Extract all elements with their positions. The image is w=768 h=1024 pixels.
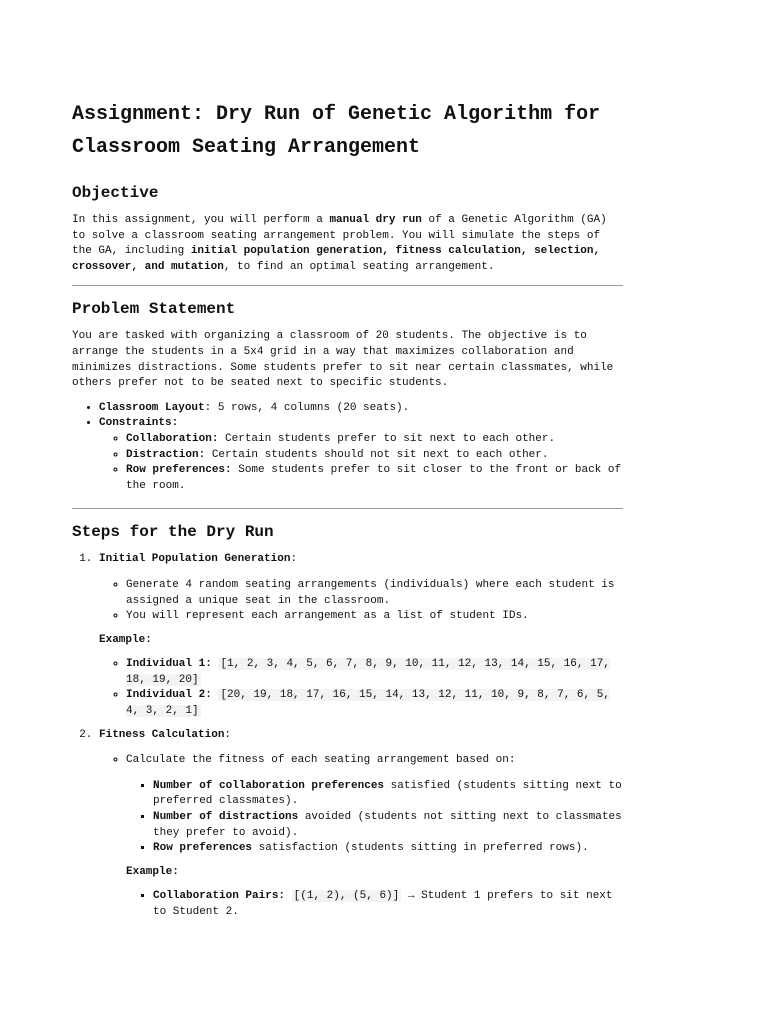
- objective-text: In this assignment, you will perform a manual dry run of a Genetic Algorithm (GA) to solve a classroom seating arrangement problem. You will simulate the steps of the GA, including initial population generation, fitness calculation, selection, crossover, and mutation, to find an optimal seating arrangement.: [72, 214, 607, 273]
- steps-heading: Steps for the Dry Run: [72, 523, 274, 542]
- document: [72, 98, 623, 921]
- list-item: ◦ Generate 4 random seating arrangements (individuals) where each student is assigned a unique seat in the classroom.: [126, 578, 623, 609]
- step2-list: [99, 753, 623, 920]
- list-item: ▪ Row preferences satisfaction (students sitting in preferred rows).: [153, 841, 623, 857]
- list-item: • Classroom Layout: 5 rows, 4 columns (20 seats).: [99, 401, 623, 417]
- problem-list: [72, 401, 623, 495]
- step1-list: [99, 578, 623, 625]
- list-item: ▪ Number of distractions avoided (students not sitting next to classmates they prefer to avoid).: [153, 810, 623, 841]
- list-item: ◦ Row preferences: Some students prefer to sit closer to the front or back of the room.: [126, 463, 623, 494]
- list-item: 1. Initial Population Generation: ◦ Generate 4 random seating arrangements (individuals) where each student is assigned a unique seat in the classroom. ◦ You will represent each arrangement as a list of student IDs. Example: ◦ Individual 1: [1, 2, 3, 4, 5, 6, 7, 8, 9, 10, 11, 12, 13, 14, 15, 16, 17, 18, 19, 20] ◦ Individual 2: [20, 19, 18, 17, 16, 15, 14, 13, 12, 11, 10, 9, 8, 7, 6, 5, 4, 3, 2, 1]: [99, 552, 623, 719]
- list-item: ▪ Collaboration Pairs: [(1, 2), (5, 6)] → Student 1 prefers to sit next to Student 2.: [153, 889, 623, 920]
- problem-heading: Problem Statement: [72, 300, 236, 319]
- constraints-list: [99, 432, 623, 494]
- list-item: • Constraints: ◦ Collaboration: Certain students prefer to sit next to each other. ◦ Distraction: Certain students should not sit next to each other. ◦ Row preferences: Some students prefer to sit closer to the front or back of the room.: [99, 416, 623, 494]
- pairs-list: [126, 889, 623, 920]
- list-item: ◦ Individual 1: [1, 2, 3, 4, 5, 6, 7, 8, 9, 10, 11, 12, 13, 14, 15, 16, 17, 18, 19, 20]: [126, 657, 623, 688]
- individuals-list: [99, 657, 623, 719]
- list-item: ▪ Number of collaboration preferences satisfied (students sitting next to preferred classmates).: [153, 779, 623, 810]
- list-item: ◦ Collaboration: Certain students prefer to sit next to each other.: [126, 432, 623, 448]
- steps-list: [72, 552, 623, 920]
- problem-text: You are tasked with organizing a classroom of 20 students. The objective is to arrange the students in a 5x4 grid in a way that maximizes collaboration and minimizes distractions. Some students prefer to sit near certain classmates, while others prefer not to be seated next to specific students.: [72, 330, 614, 390]
- divider: [72, 508, 623, 509]
- example-label: Example:: [99, 633, 152, 646]
- divider: [72, 285, 623, 286]
- fitness-criteria-list: [126, 779, 623, 857]
- objective-heading: Objective: [72, 184, 159, 202]
- list-item: ◦ Distraction: Certain students should not sit next to each other.: [126, 448, 623, 464]
- page-title: Assignment: Dry Run of Genetic Algorithm for Classroom Seating Arrangement: [72, 103, 601, 159]
- list-item: ◦ Calculate the fitness of each seating arrangement based on: ▪ Number of collaboration preferences satisfied (students sitting next to preferred classmates). ▪ Number of distractions avoided (students not sitting next to classmates they prefer to avoid). ▪ Row preferences satisfaction (students sitting in preferred rows). Example: ▪ Collaboration Pairs: [(1, 2), (5, 6)] → Student 1 prefers to sit next to Student 2.: [126, 753, 623, 920]
- list-item: ◦ You will represent each arrangement as a list of student IDs.: [126, 609, 623, 625]
- example-label: Example:: [126, 865, 179, 878]
- list-item: 2. Fitness Calculation: ◦ Calculate the fitness of each seating arrangement based on: ▪ Number of collaboration preferences satisfied (students sitting next to preferred classmates). ▪ Number of distractions avoided (students not sitting next to classmates they prefer to avoid). ▪ Row preferences satisfaction (students sitting in preferred rows). Example: ▪ Collaboration Pairs: [(1, 2), (5, 6)] → Student 1 prefers to sit next to Student 2.: [99, 728, 623, 921]
- list-item: ◦ Individual 2: [20, 19, 18, 17, 16, 15, 14, 13, 12, 11, 10, 9, 8, 7, 6, 5, 4, 3, 2, 1]: [126, 688, 623, 719]
